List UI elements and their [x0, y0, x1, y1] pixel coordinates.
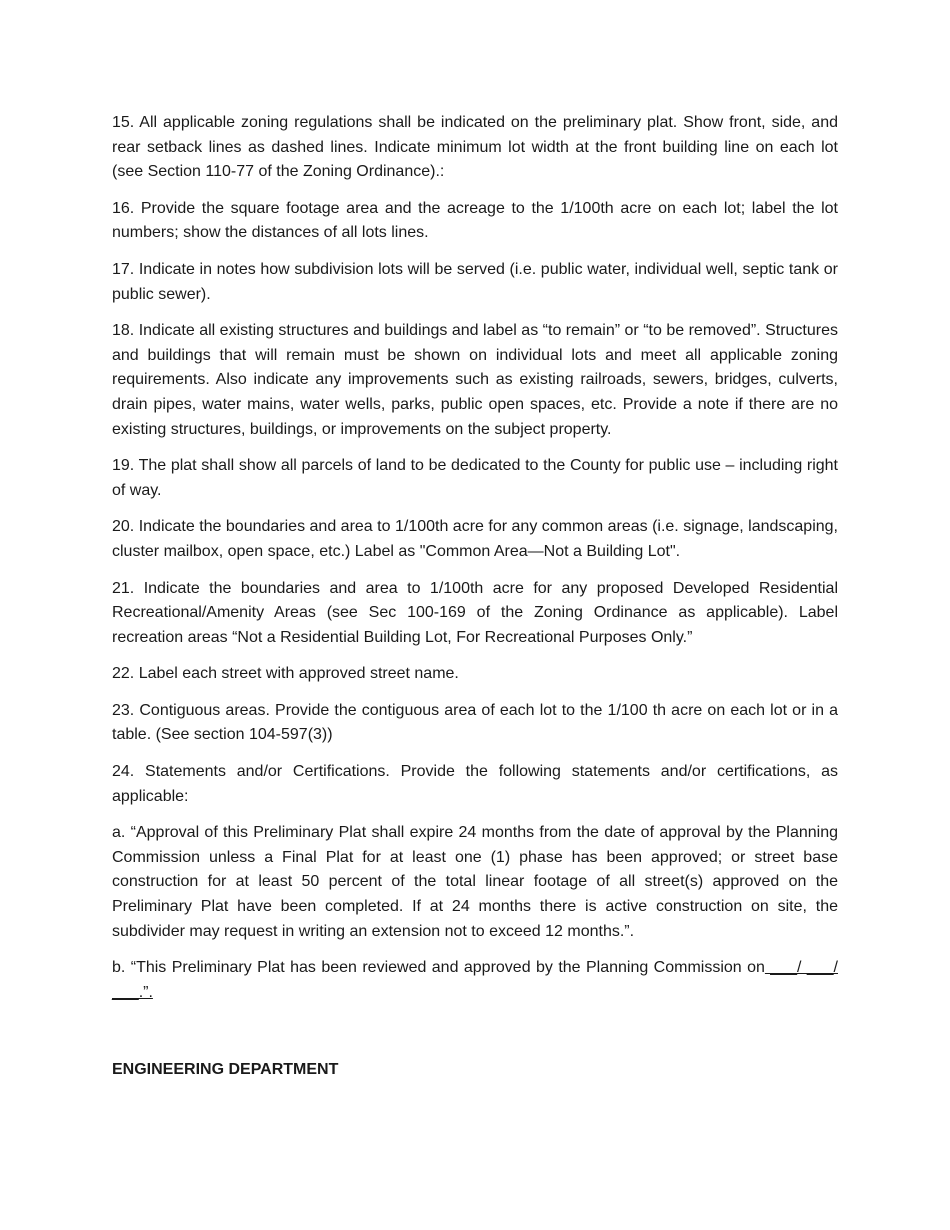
item-18: 18. Indicate all existing structures and buildings and label as “to remain” or “to be removed”. Structures and buildings that will remain must be shown on individual lots and meet all applicable zoning requirements. Also indicate any improvements such as existing railroads, sewers, bridges, culverts, drain pipes, water mains, water wells, parks, public open spaces, etc. Provide a note if there are no existing structures, buildings, or improvements on the subject property. — [112, 322, 838, 438]
item-16: 16. Provide the square footage area and the acreage to the 1/100th acre on each lot; label the lot numbers; show the distances of all lots lines. — [112, 199, 838, 242]
item-24b — [112, 956, 838, 1005]
item-22: 22. Label each street with approved street name. — [112, 665, 459, 683]
item-24a: a. “Approval of this Preliminary Plat shall expire 24 months from the date of approval by the Planning Commission unless a Final Plat for at least one (1) phase has been approved; or street base construction for at least 50 percent of the total linear footage of all street(s) approved on the Preliminary Plat have been completed. If at 24 months there is active construction on site, the subdivider may request in writing an extension not to exceed 12 months.”. — [112, 824, 838, 940]
item-21: 21. Indicate the boundaries and area to 1/100th acre for any proposed Developed Residential Recreational/Amenity Areas (see Sec 100-169 of the Zoning Ordinance as applicable). Label recreation areas “Not a Residential Building Lot, For Recreational Purposes Only.” — [112, 579, 838, 646]
item-24b-date-blank: ___/ ___/ ___.”. — [112, 959, 838, 1001]
item-24: 24. Statements and/or Certifications. Provide the following statements and/or certifications, as applicable: — [112, 763, 838, 805]
item-20: 20. Indicate the boundaries and area to 1/100th acre for any common areas (i.e. signage, landscaping, cluster mailbox, open space, etc.) Label as "Common Area—Not a Building Lot". — [112, 518, 838, 560]
item-17: 17. Indicate in notes how subdivision lots will be served (i.e. public water, individual well, septic tank or public sewer). — [112, 260, 838, 303]
document-body — [112, 111, 838, 1005]
item-19: 19. The plat shall show all parcels of land to be dedicated to the County for public use – including right of way. — [112, 457, 838, 499]
item-15: 15. All applicable zoning regulations shall be indicated on the preliminary plat. Show front, side, and rear setback lines as dashed lines. Indicate minimum lot width at the front building line on each lot (see Section 110-77 of the Zoning Ordinance).: — [112, 114, 838, 181]
item-24b-text: b. “This Preliminary Plat has been reviewed and approved by the Planning Commission on — [112, 959, 765, 977]
engineering-department-heading: ENGINEERING DEPARTMENT — [112, 1061, 339, 1078]
item-23: 23. Contiguous areas. Provide the contiguous area of each lot to the 1/100 th acre on each lot or in a table. (See section 104-597(3)) — [112, 701, 838, 744]
